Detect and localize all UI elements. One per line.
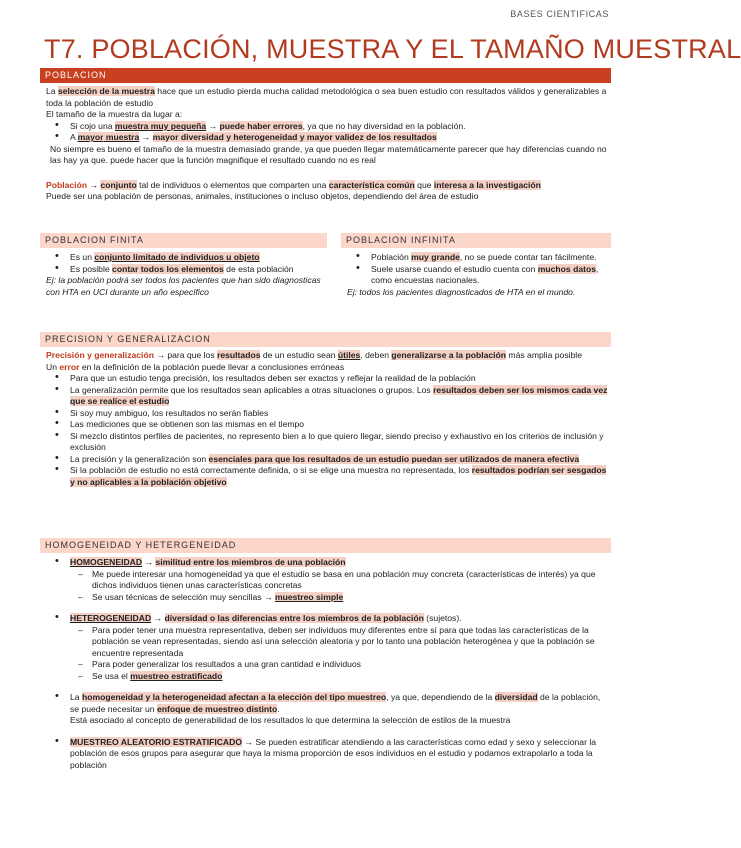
- list-item: • Población muy grande, no se puede contar tan fácilmente.: [347, 252, 607, 264]
- list-item: • Si la población de estudio no está correctamente definida, o si se elige una muestra no representada, los resultados podrían ser sesgados y no aplicables a la población objetivo: [46, 465, 611, 488]
- size-note: No siempre es bueno el tamaño de la muestra demasiado grande, ya que pueden llegar matemáticamente parecer que hay diferencias cuando no las hay ya que. puede hacer que la función magnifique el resultado cuando no es real: [50, 143, 607, 165]
- list-item: • La homogeneidad y la heterogeneidad afectan a la elección del tipo muestreo, ya que, dependiendo de la diversidad de la población, se puede necesitar un enfoque de muestreo distinto. Está asociado al concepto de generabilidad de los resultados lo que determina la selección de estilos de la muestra: [46, 692, 611, 727]
- finita-block: [46, 252, 326, 298]
- precision-error: Un error en la definición de la población puede llevar a conclusiones erróneas: [46, 361, 345, 372]
- list-item: • A mayor muestra → mayor diversidad y heterogeneidad y mayor validez de los resultados: [46, 132, 611, 144]
- list-item: • Para que un estudio tenga precisión, los resultados deben ser exactos y reflejar la realidad de la población: [46, 373, 611, 385]
- list-item: • Si mezclo distintos perfiles de pacientes, no represento bien a lo que quiero llegar, siendo preciso y exhaustivo en los criterios de inclusión y exclusión: [46, 431, 611, 454]
- list-item: • HETEROGENEIDAD → diversidad o las diferencias entre los miembros de la población (sujetos). – Para poder tener una muestra representativa, deben ser individuos muy diferentes entre sí para que todas las características de la población se vean representadas, siendo así una selección aleatoria y por lo tanto una población heterogénea y que la población se encuentre representada – Para poder generalizar los resultados a una gran cantidad e individuos – Se usa el muestreo estratificado: [46, 613, 611, 682]
- title-prefix: T7.: [44, 34, 84, 64]
- finita-example: Ej: la población podrá ser todos los pacientes que han sido diagnosticas con HTA en UCI durante un año específico: [46, 275, 321, 297]
- list-item: – Se usa el muestreo estratificado: [46, 671, 611, 683]
- list-item: – Para poder generalizar los resultados a una gran cantidad e individuos: [46, 659, 611, 671]
- section-poblacion: POBLACION: [40, 68, 611, 83]
- list-item: • Las mediciones que se obtienen son las mismas en el tiempo: [46, 419, 611, 431]
- list-item: • Si cojo una muestra muy pequeña → puede haber errores, ya que no hay diversidad en la población.: [46, 121, 611, 133]
- size-list: [46, 121, 611, 144]
- poblacion-types: Puede ser una población de personas, animales, instituciones o incluso objetos, dependiendo del área de estudio: [46, 191, 479, 201]
- precision-list: [46, 373, 611, 488]
- list-item: – Para poder tener una muestra representativa, deben ser individuos muy diferentes entre sí para que todas las características de la población se vean representadas, siendo así una selección aleatoria y por lo tanto una población heterogénea y que la población se encuentre representada: [46, 625, 611, 660]
- list-item: – Me puede interesar una homogeneidad ya que el estudio se basa en una población muy concreta (características de interés) ya que dichos individuos tienen unas características concretas: [46, 569, 611, 592]
- poblacion-intro: La selección de la muestra hace que un estudio pierda mucha calidad metodológica o sea buen estudio con resultados válidos y generalizables a toda la población de estudio: [46, 86, 607, 108]
- section-finita: POBLACION FINITA: [40, 233, 327, 248]
- list-item: – Se usan técnicas de selección muy sencillas → muestreo simple: [46, 592, 611, 604]
- list-item: • La precisión y la generalización son esenciales para que los resultados de un estudio puedan ser utilizados de manera efectiva: [46, 454, 611, 466]
- list-item: • MUESTREO ALEATORIO ESTRATIFICADO → Se pueden estratificar atendiendo a las características como edad y sexo y seleccionar la población de esos grupos para asegurar que haya la misma proporción de esos individuos en el estudio y podamos extrapolarlo a toda la población: [46, 737, 611, 772]
- section-infinita: POBLACION INFINITA: [341, 233, 611, 248]
- poblacion-block: [46, 86, 611, 203]
- list-item: • HOMOGENEIDAD → similitud entre los miembros de una población – Me puede interesar una homogeneidad ya que el estudio se basa en una población muy concreta (características de interés) ya que dichos individuos tienen unas características concretas – Se usan técnicas de selección muy sencillas → muestreo simple: [46, 557, 611, 603]
- subject-header: BASES CIENTIFICAS: [510, 9, 609, 19]
- section-precision: PRECISION Y GENERALIZACION: [40, 332, 611, 347]
- poblacion-size-intro: El tamaño de la muestra da lugar a:: [46, 109, 183, 119]
- list-item: • Suele usarse cuando el estudio cuenta con muchos datos, como encuestas nacionales.: [347, 264, 607, 287]
- precision-block: [46, 350, 611, 488]
- list-item: • Es un conjunto limitado de individuos u objeto: [46, 252, 326, 264]
- precision-intro: Precisión y generalización → para que los resultados de un estudio sean útiles, deben generalizarse a la población más amplia posible: [46, 350, 582, 360]
- list-item: • Si soy muy ambiguo, los resultados no serán fiables: [46, 408, 611, 420]
- poblacion-definition: Población → conjunto tal de individuos o elementos que comparten una característica común que interesa a la investigación: [46, 179, 541, 190]
- list-item: • Es posible contar todos los elementos de esta población: [46, 264, 326, 276]
- infinita-example: Ej: todos los pacientes diagnosticados de HTA en el mundo.: [347, 286, 576, 297]
- page-title: [44, 34, 741, 65]
- list-item: • La generalización permite que los resultados sean aplicables a otras situaciones o grupos. Los resultados deben ser los mismos cada vez que se realice el estudio: [46, 385, 611, 408]
- title-text: POBLACIÓN, MUESTRA Y EL TAMAÑO MUESTRAL: [91, 34, 741, 64]
- section-homogeneidad: HOMOGENEIDAD Y HETERGENEIDAD: [40, 538, 611, 553]
- infinita-block: [347, 252, 607, 298]
- homogeneidad-block: [46, 557, 611, 771]
